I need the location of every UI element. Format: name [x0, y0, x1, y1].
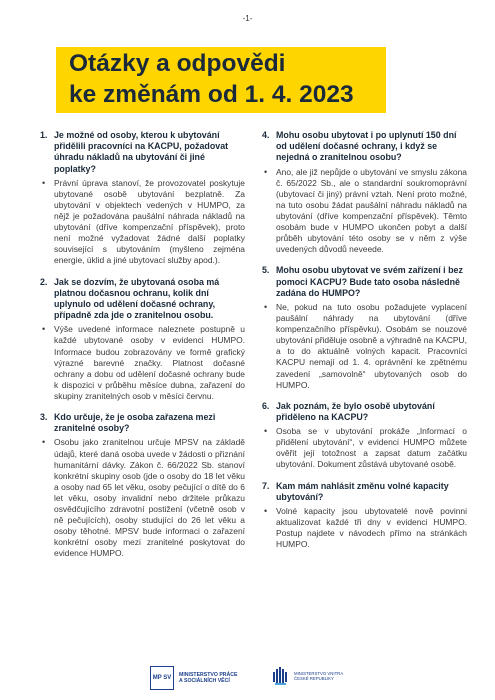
- answer-2: [40, 324, 245, 402]
- page-title: [69, 48, 399, 110]
- question-text: Jak se dozvím, že ubytovaná osoba má platnou dočasnou ochranu, kolik dní uplynulo od udělení dočasné ochrany, případně zda jde o zranitelnou osobu.: [54, 276, 220, 321]
- bullet-icon: •: [264, 301, 268, 312]
- question-number: 4.: [262, 130, 270, 140]
- title-line-2: ke změnám od 1. 4. 2023: [69, 81, 354, 108]
- answer-6: [262, 426, 467, 470]
- right-column: [262, 130, 467, 560]
- qa-item-7: [262, 481, 467, 551]
- mvcr-line-2: ČESKÉ REPUBLIKY: [294, 676, 334, 681]
- qa-item-6: [262, 401, 467, 471]
- question-number: 2.: [40, 276, 48, 287]
- answer-text: Volné kapacity jsou ubytovatelé nově povinni aktualizovat každé tři dny v evidenci HUMPO. Postup najdete v návodech přímo na stránkách HUMPO.: [276, 505, 467, 550]
- question-number: 3.: [40, 412, 48, 423]
- qa-item-4: [262, 130, 467, 255]
- answer-3: [40, 437, 245, 559]
- qa-item-2: [40, 277, 245, 402]
- answer-5: [262, 302, 467, 391]
- page-number: -1-: [242, 14, 253, 23]
- answer-7: [262, 506, 467, 550]
- mpsv-logo: [150, 666, 238, 690]
- bullet-icon: •: [264, 426, 268, 437]
- answer-text: Výše uvedené informace naleznete postupně u každé ubytované osoby v evidenci HUMPO. Informace budou zobrazovány ve formě grafický výrazné barevné značky. Platnost dočasné ochrany a dobu od udělení dočasné ochrany bude k dispozici v průběhu měsíce dubna, zařazení do skupiny zranitelných osob v měsíci červnu.: [54, 324, 245, 401]
- mvcr-logo-text: [294, 671, 343, 682]
- question-6: [262, 401, 467, 423]
- qa-item-1: [40, 130, 245, 267]
- qa-item-3: [40, 412, 245, 559]
- mvcr-logo: [272, 666, 343, 686]
- question-text: Kam mám nahlásit změnu volné kapacity ubytování?: [276, 480, 449, 502]
- bullet-icon: •: [42, 324, 46, 335]
- question-text: Kdo určuje, že je osoba zařazena mezi zranitelné osoby?: [54, 412, 216, 434]
- bullet-icon: •: [42, 437, 46, 448]
- question-5: [262, 265, 467, 299]
- answer-text: Právní úprava stanoví, že provozovatel poskytuje ubytované osobě ubytování bezplatně. Za ubytování v objektech vedených v HUMPO, za nějž je požadována paušální náhrada nákladů na ubytování (dříve kompenzační příspěvek), proto není možné vyžadovat žádné další poplatky související s ubytováním (myšleno zejména energie, úklid a jiné ubytovací služby apod.).: [54, 177, 245, 266]
- question-number: 7.: [262, 480, 270, 491]
- bullet-icon: •: [264, 166, 268, 177]
- bullet-icon: •: [42, 177, 46, 188]
- answer-4: [262, 167, 467, 256]
- question-number: 1.: [40, 130, 48, 140]
- mpsv-line-2: A SOCIÁLNÍCH VĚCÍ: [179, 678, 230, 684]
- question-2: [40, 277, 245, 322]
- question-3: [40, 412, 245, 434]
- left-column: [40, 130, 245, 569]
- question-number: 5.: [262, 265, 270, 276]
- question-7: [262, 481, 467, 503]
- question-4: [262, 130, 467, 164]
- answer-1: [40, 178, 245, 267]
- question-text: Mohu osobu ubytovat ve svém zařízení i bez pomoci KACPU? Bude tato osoba následně zadána do HUMPO?: [276, 265, 463, 298]
- answer-text: Ne, pokud na tuto osobu požadujete vyplacení paušální náhrady na ubytování (dříve kompenzačního příspěvku). Osobám se nouzové ubytování přiděluje osobně a výhradně na KACPU, a to do aktuálně volných kapacit. Pracovníci KACPU nemají od 1. 4. oprávnění ke zpětnému zavedení „samovolně“ ubytovaných osob do HUMPO.: [276, 301, 467, 390]
- question-1: [40, 130, 245, 175]
- mpsv-logo-text: [179, 672, 238, 685]
- bullet-icon: •: [264, 505, 268, 516]
- mpsv-mark-icon: MP SV: [150, 666, 174, 690]
- answer-text: Ano, ale již nepůjde o ubytování ve smyslu zákona č. 65/2022 Sb., ale o standardní soukromoprávní (ubytovací či jiný) právní vztah. Není proto možné, na tuto osobu žádat paušální náhradu nákladů na ubytování (dříve kompenzační příspěvek). Těmto osobám bude v HUMPO ukončen pobyt a další průběh ubytování této osoby se v něm z výše uvedených důvodů neveede.: [276, 166, 467, 255]
- question-text: Mohu osobu ubytovat i po uplynutí 150 dní od udělení dočasné ochrany, i když se nejedná o zranitelnou osobu?: [276, 130, 457, 163]
- question-text: Je možné od osoby, kterou k ubytování přidělili pracovníci na KACPU, požadovat úhradu nákladů na ubytování či jiné poplatky?: [54, 130, 229, 174]
- question-number: 6.: [262, 400, 270, 411]
- answer-text: Osobu jako zranitelnou určuje MPSV na základě údajů, které daná osoba uvede v žádosti o přiznání humanitární dávky. Zákon č. 66/2022 Sb. stanoví konkrétní skupiny osob (jde o osoby do 18 let věku a osoby nad 65 let věku, osoby pečující o dítě do 6 let věku, osoby invalidní nebo držitele průkazu osvědčujícího zdravotní postižení (včetně osob v ně pečujících), osoby studující do 26 let věku a osoby těhotné. MPSV bude informaci o zařazení konkrétní osoby mezi zranitelné poskytovat do evidence HUMPO.: [54, 437, 245, 559]
- answer-text: Osoba se v ubytování prokáže „Informací o přidělení ubytování“, v evidenci HUMPO můžete ověřit její totožnost a zapsat datum začátku ubytování. Dokument zůstává ubytované osobě.: [276, 426, 467, 470]
- mpsv-line-1: MINISTERSTVO PRÁCE: [179, 671, 238, 678]
- question-text: Jak poznám, že bylo osobě ubytování přiděleno na KACPU?: [276, 400, 435, 422]
- mvcr-mark-icon: [272, 666, 290, 686]
- title-line-1: Otázky a odpovědi: [69, 50, 286, 77]
- qa-item-5: [262, 265, 467, 390]
- mvcr-line-1: MINISTERSTVO VNITRA: [294, 670, 344, 676]
